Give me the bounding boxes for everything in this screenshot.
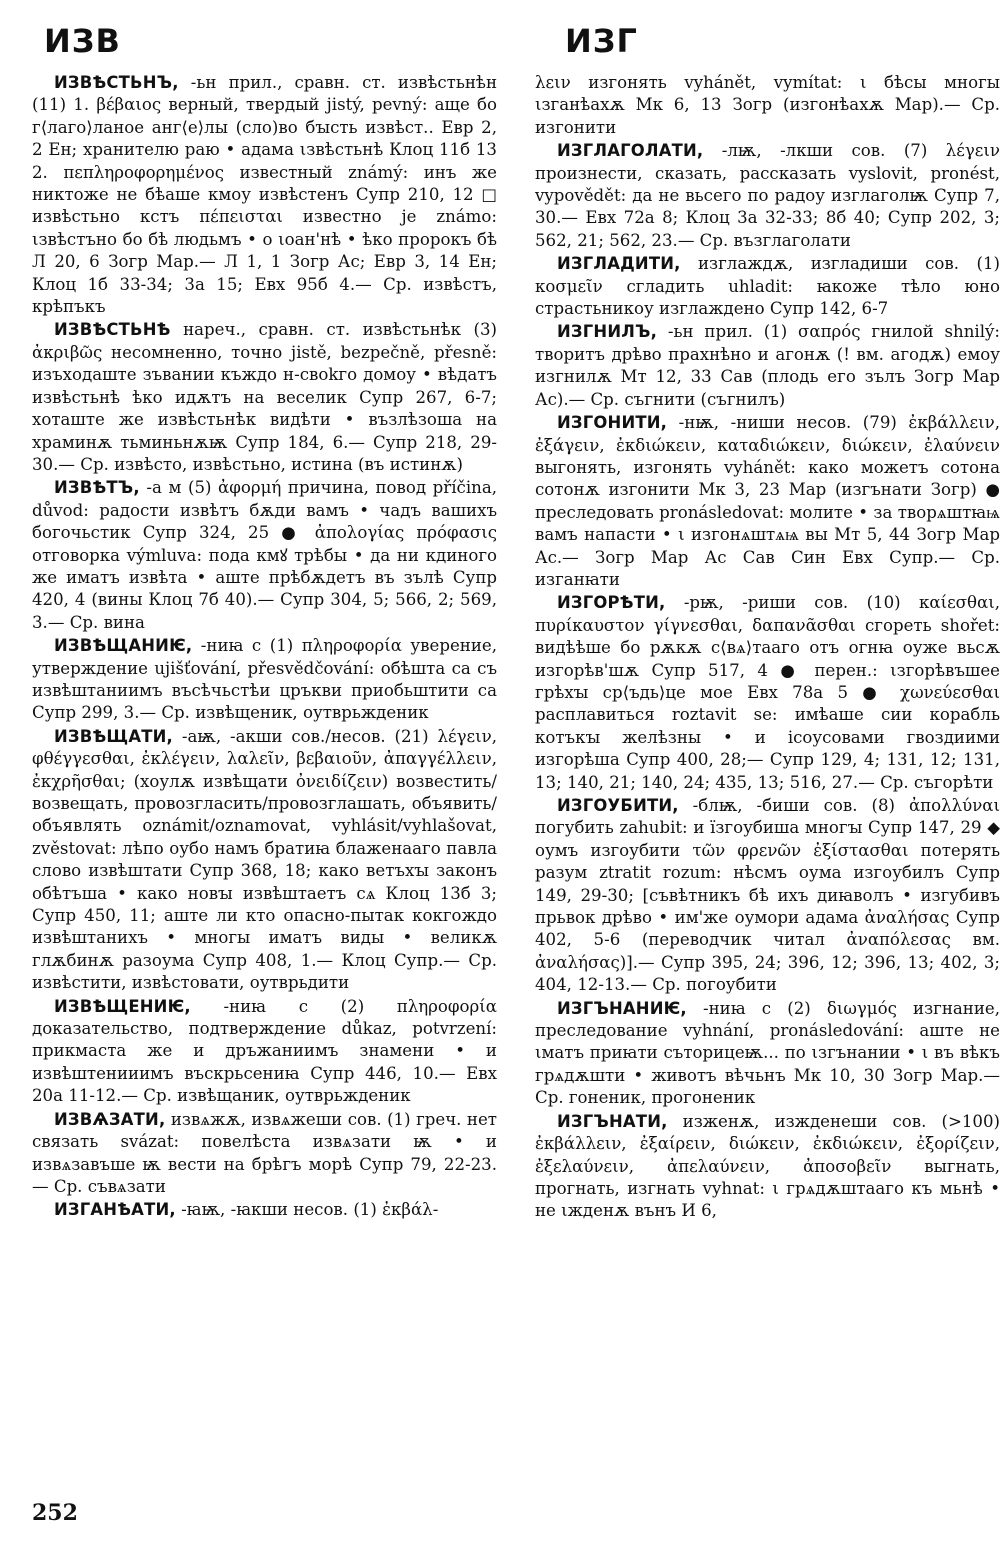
headword: ИЗГОНИТИ,	[557, 413, 668, 433]
headword: ИЗГЛАГОЛАТИ,	[557, 141, 704, 161]
entry-body: изженѫ, изжденеши сов. (>100) ἐκβάλλειν, ἐξαίρειν, διώκειν, ἐκδιώκειν, ἐξορίζειν, ἐξελαύνειν, ἀπελαύνειν, ἀποσοβεῖν выгнать, прогнать, изгнать vyhnat: ι грѧдѫштааго къ мьнѣ • не ιжденѫ вънъ И 6,	[535, 1111, 1000, 1221]
dictionary-entry	[535, 253, 1000, 320]
entry-body: -ьн прил. (1) σαπρός гнилой shnilý: творитъ дрѣво прахнѣно и агонѫ (! вм. агодѫ) емоу изгнилѫ Мт 12, 33 Сав (плодь его зълъ Зогр Мар Ас).— Ср. съгнити (съгнилъ)	[535, 322, 1000, 409]
running-head-left: ИЗВ	[44, 22, 121, 60]
entry-body: -аѭ, -акши сов./несов. (21) λέγειν, φθέγγεσθαι, ἐκλέγειν, λαλεῖν, βεβαιοῦν, ἀπαγγέλλειν, ἐκχρῆσθαι; (хоулѫ извѣщати ὀνειδίζειν) возвестить/возвещать, провозгласить/провозглашать, объявить/объявлять oznámit/oznamovat, vyhlásit/vyhlašovat, zvěstovat: лѣпо оубо намъ братиꙗ блаженааго павла слово извѣштати Супр 368, 18; како ветъхꙑ законъ обѣтъша • како новꙑ извѣштаетъ сѧ Клоц 13б 3; Супр 450, 11; аште ли кто опасно-пытак кокгождо извѣштанихъ • многы иматъ виды • великѫ глѫбинѫ разоума Супр 408, 1.— Клоц Супр.— Ср. извѣстити, извѣстовати, оутврьдити	[32, 726, 497, 993]
headword: ИЗГОУБИТИ,	[557, 796, 679, 815]
dictionary-column-right	[535, 72, 1000, 1224]
entry-body: -ьн прил., сравн. ст. извѣстьнѣн (11) 1. βέβαιος верный, твердый jistý, pevný: аще бо г⟨лаго⟩ланое анг⟨е⟩лы (сло)во бꙑсть извѣст.. Евр 2, 2 Ен; хранителю раю • адама ιзвѣстьнѣ Клоц 11б 13 2. πεπληροφορημένος известный známý: инъ же никтоже не бѣаше кмоу извѣстенъ Супр 210, 12 □ извѣстьно кстъ πέπεισται известно je známo: ιзвѣстъно бо бѣ людьмъ • о ιоан'нѣ • ѣко пророкъ бѣ Л 20, 6 Зогр Мар.— Л 1, 1 Зогр Ас; Евр 3, 14 Ен; Клоц 1б 33-34; 3а 15; Евх 95б 4.— Ср. извѣстъ, крѣпъкъ	[32, 73, 497, 317]
entry-body: -ниꙗ с (1) πληροφορία уверение, утверждение ujišťování, přesvědčování: обѣшта са съ извѣштаниимъ въсѣчьстѣи цръкви приобьштити са Супр 299, 3.— Ср. извѣщеник, оутврьжденик	[32, 636, 497, 723]
headword: ИЗВѦЗАТИ,	[54, 1109, 166, 1129]
entry-body: -лѭ, -лкши сов. (7) λέγειν произнести, сказать, рассказать vyslovit, pronést, vypovědět: да не вьсего по радоу изглаголѭ Супр 7, 30.— Евх 72а 8; Клоц 3а 32-33; 8б 40; Супр 202, 3; 562, 21; 562, 23.— Ср. възглаголати	[535, 141, 1000, 250]
dictionary-entry	[535, 412, 1000, 591]
dictionary-column-left	[32, 72, 497, 1223]
headword: ИЗГЛАДИТИ,	[557, 254, 681, 274]
dictionary-entry	[535, 321, 1000, 411]
dictionary-entry	[32, 635, 497, 725]
dictionary-entry	[32, 1199, 497, 1221]
dictionary-entry	[535, 140, 1000, 252]
dictionary-entry	[535, 592, 1000, 794]
dictionary-entry	[32, 726, 497, 995]
entry-body: -блѭ, -биши сов. (8) ἀπολλύναι погубить zahubit: и їзгоубиша многꙑ Супр 147, 29 ◆ оумъ изгоубити τῶν φρενῶν ἐξίστασθαι потерять разум ztratit rozum: нѣсмъ оума изгоубилъ Супр 149, 29-30; [съвѣтникъ бѣ ихъ диꙗволъ • изгубивъ прьвок дрѣво • им'же оумори адама ἀναλήσας Супр 402, 5-6 (переводчик читал ἀναπόλεσας вм. ἀναλήσας)].— Супр 395, 24; 396, 12; 396, 13; 402, 3; 404, 12-13.— Ср. погоубити	[535, 796, 1000, 995]
headword: ИЗГЪНАНИѤ,	[557, 998, 687, 1018]
headword: ИЗГНИЛЪ,	[557, 322, 658, 342]
headword: ИЗВѢЩЕНИѤ,	[54, 996, 191, 1016]
dictionary-entry	[535, 998, 1000, 1110]
headword: ИЗГОРѢТИ,	[557, 593, 666, 613]
dictionary-entry	[535, 1111, 1000, 1223]
entry-body: изглаждѫ, изгладиши сов. (1) κοσμεῖν сгладить uhladit: ꙗкоже тѣло юно страстьникоу изглаждено Супр 142, 6-7	[535, 254, 1000, 319]
entry-body: -рѭ, -риши сов. (10) καίεσθαι, πυρίκαυστον γίγνεσθαι, δαπανᾶσθαι сгореть shořet: видѣѣше бо рѫкѫ с⟨вѧ⟩тааго отъ огнꙗ оуже вьсѫ изгорѣв'шѫ Супр 517, 4 ● перен.: ιзгорѣвъшее грѣхꙑ ср⟨ъдь⟩це мое Евх 78а 5 ● χωνεύεσθαι расплавиться roztavit se: имѣаше сии корабль котъкꙑ желѣзны • и ісоусовами гвоздиими изгорѣша Супр 400, 28;— Супр 129, 4; 131, 12; 131, 13; 140, 21; 140, 24; 435, 13; 516, 27.— Ср. съгорѣти	[535, 593, 1000, 792]
headword: ИЗВѢЩАНИѤ,	[54, 636, 193, 656]
headword: ИЗГЪНАТИ,	[557, 1111, 668, 1131]
dictionary-entry	[535, 795, 1000, 997]
dictionary-entry	[32, 1109, 497, 1199]
entry-body: -а м (5) ἀφορμή причина, повод příčina, důvod: радости извѣтъ бѫди вамъ • чадъ вашихъ богочьстик Супр 324, 25 ● ἀπολογίας πρόφασις отговорка výmluva: пода кмꙋ трѣбы • да ни кдиного же иматъ извѣта • аште прѣбѫдетъ въ зълѣ Супр 420, 4 (вины Клоц 7б 40).— Супр 304, 5; 566, 2; 569, 3.— Ср. вина	[32, 478, 497, 632]
entry-body: -нѭ, -ниши несов. (79) ἐκβάλλειν, ἐξάγειν, ἐκδιώκειν, καταδιώκειν, διώκειν, ἐλαύνειν выгонять, изгонять vyhánět: како можетъ сотона сотонѫ изгонити Мк 3, 23 Мар (изгънати Зогр) ● преследовать pronásledovat: молите • за творѧштꙗѩ вамъ напасти • ι изгонѧштѧѩ вы Мт 5, 44 Зогр Мар Ас.— Зогр Мар Ас Сав Син Евх Супр.— Ср. изганꙗти	[535, 413, 1000, 589]
dictionary-entry	[32, 72, 497, 318]
entry-body: -ниꙗ с (2) πληροφορία доказательство, подтверждение důkaz, potvrzení: прикмаста же и дръжаниимъ знамени • и извѣштенииимъ въскрьсениꙗ Супр 446, 10.— Евх 20а 11-12.— Ср. извѣщаник, оутврьжденик	[32, 996, 497, 1106]
headword: ИЗВѢСТЬНЪ,	[54, 73, 179, 92]
entry-body: извѧжѫ, извѧжеши сов. (1) греч. нет связать svázat: повелѣста извѧзати ѭ • и извѧзавъше ѭ вести на брѣгъ морѣ Супр 79, 22-23.— Ср. съвѧзати	[32, 1109, 497, 1196]
running-head-right: ИЗГ	[565, 22, 638, 60]
headword: ИЗВѢТЪ,	[54, 478, 140, 498]
headword: ИЗВѢСТЬНѢ	[54, 320, 171, 340]
dictionary-entry	[32, 996, 497, 1108]
entry-body: -ниꙗ с (2) διωγμός изгнание, преследование vyhnání, pronásledování: аште не ιматъ приꙗти съторицеѭ... по ιзгънании • ι въ вѣкъ грѧдѫшти • животъ вѣчьнъ Мк 10, 30 Зогр Мар.— Ср. гоненик, прогоненик	[535, 998, 1000, 1108]
entry-body: -ꙗѭ, -ꙗкши несов. (1) ἐκβάλ-	[175, 1200, 439, 1220]
dictionary-entry-continuation	[535, 72, 1000, 139]
headword: ИЗГАНѢАТИ,	[54, 1200, 176, 1220]
headword: ИЗВѢЩАТИ,	[54, 726, 173, 746]
page-number: 252	[32, 1500, 78, 1526]
entry-body: нареч., сравн. ст. извѣстьнѣк (3) ἀκριβῶς несомненно, точно jistě, bezpečně, přesně: изъходаште зъвании къждо н-своkго домоу • вѣдатъ извѣстьнѣ ѣко идѫтъ на веселик Супр 267, 6-7; хоташте же извѣстьнѣк видѣти • възлѣзоша на храминѫ тьминьнѫѭ Супр 184, 6.— Супр 218, 29-30.— Ср. извѣсто, извѣстьно, истина (въ истинѫ)	[32, 320, 497, 474]
entry-body: λειν изгонять vyhánět, vymítat: ι бѣсы многы ιзганѣахѫ Мк 6, 13 Зогр (изгонѣахѫ Мар).— Ср. изгонити	[535, 73, 1000, 137]
dictionary-entry	[32, 477, 497, 634]
dictionary-entry	[32, 319, 497, 476]
